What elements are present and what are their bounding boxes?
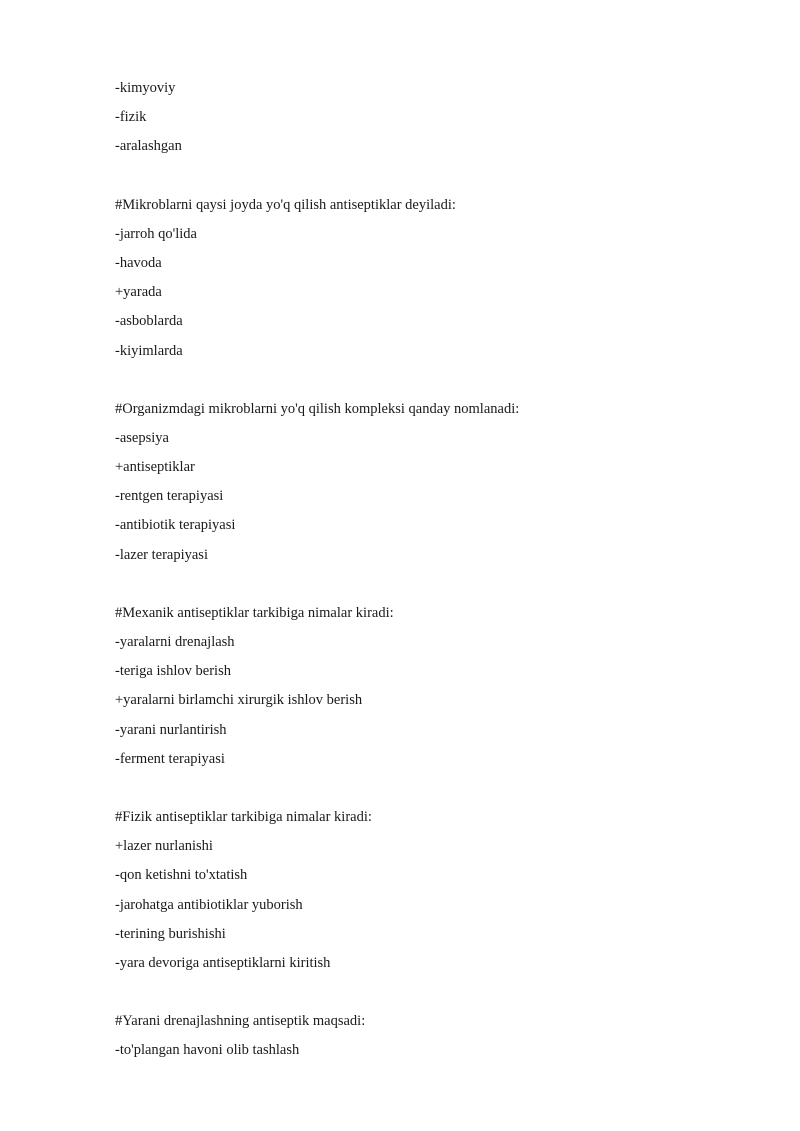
answer-option: -rentgen terapiyasi (115, 488, 224, 505)
answer-option: -antibiotik terapiyasi (115, 517, 236, 534)
question-block (115, 395, 755, 570)
answer-option: -kimyoviy (115, 80, 176, 96)
answer-option: -yara devoriga antiseptiklarni kiritish (115, 954, 331, 971)
answer-option: -fizik (115, 109, 147, 126)
answer-option: -asboblarda (115, 313, 183, 330)
answer-option: -terining burishishi (115, 925, 226, 942)
answer-option: -yarani nurlantirish (115, 721, 227, 738)
answer-option: -jarroh qo'lida (115, 225, 197, 242)
question-block (115, 74, 755, 162)
answer-option: -aralashgan (115, 138, 182, 155)
question-text: #Mexanik antiseptiklar tarkibiga nimalar kiradi: (115, 604, 394, 621)
answer-option: -kiyimlarda (115, 342, 183, 359)
question-text: #Fizik antiseptiklar tarkibiga nimalar kiradi: (115, 808, 372, 825)
answer-option: +yaralarni birlamchi xirurgik ishlov berish (115, 692, 363, 709)
document-page (115, 74, 755, 1094)
question-text: #Mikroblarni qaysi joyda yo'q qilish antiseptiklar deyiladi: (115, 196, 456, 213)
answer-option: -lazer terapiyasi (115, 546, 208, 563)
question-block (115, 803, 755, 978)
answer-option: +antiseptiklar (115, 459, 195, 476)
answer-option: -asepsiya (115, 429, 169, 446)
question-text: #Yarani drenajlashning antiseptik maqsadi: (115, 1013, 366, 1030)
answer-option: -yaralarni drenajlash (115, 634, 235, 650)
question-block (115, 599, 755, 774)
answer-option: +lazer nurlanishi (115, 838, 213, 855)
question-text: #Organizmdagi mikroblarni yo'q qilish kompleksi qanday nomlanadi: (115, 400, 520, 417)
answer-option: -jarohatga antibiotiklar yuborish (115, 896, 303, 913)
answer-option: +yarada (115, 284, 162, 301)
answer-option: -to'plangan havoni olib tashlash (115, 1042, 300, 1059)
answer-option: -qon ketishni to'xtatish (115, 867, 248, 884)
question-block (115, 191, 755, 366)
answer-option: -ferment terapiyasi (115, 750, 225, 767)
question-block (115, 1007, 755, 1065)
answer-option: -teriga ishlov berish (115, 663, 231, 680)
answer-option: -havoda (115, 254, 162, 271)
